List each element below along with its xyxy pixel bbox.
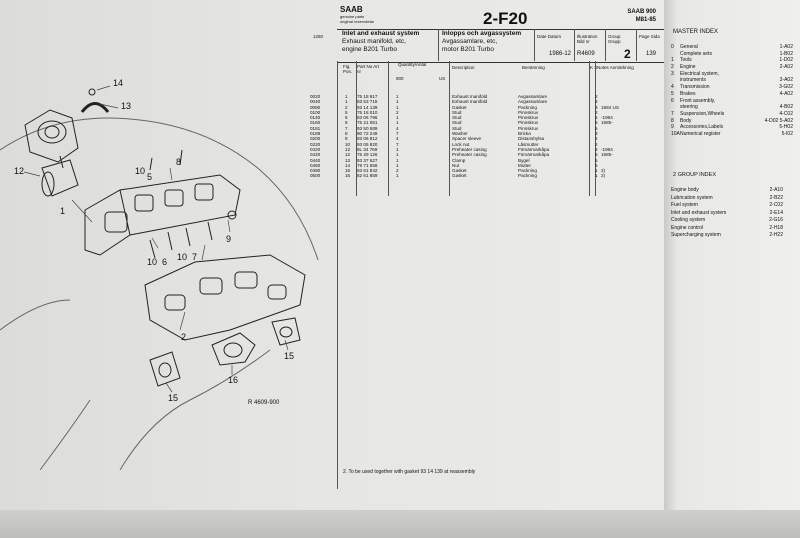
index-ref: 4-B02 bbox=[779, 104, 793, 111]
cell-pos: 13 bbox=[345, 157, 351, 163]
cell-qty: 1 bbox=[396, 146, 399, 152]
cell-sv: Packning bbox=[518, 173, 537, 179]
cell-qty: 1 bbox=[396, 94, 399, 99]
cell-qty: 2 bbox=[396, 109, 399, 115]
callout-7: 7 bbox=[192, 252, 198, 262]
cell-part: 90 72 249 bbox=[357, 131, 378, 137]
cell-part: 75 21 061 bbox=[357, 120, 378, 126]
callout-15b: 15 bbox=[168, 393, 179, 403]
cell-note: -1984 bbox=[601, 115, 613, 121]
cell-qty: 1 bbox=[396, 104, 399, 110]
cell-note: -1984 bbox=[601, 146, 613, 152]
cell-ref: 0420 bbox=[310, 152, 321, 158]
cell-sv: Pinnskruv bbox=[518, 125, 539, 131]
model-info: SAAB 900 M81-85 bbox=[627, 9, 656, 23]
cell-part: 93 53 715 bbox=[357, 99, 378, 105]
cell-ks: 2 bbox=[595, 141, 598, 147]
master-index-title: MASTER INDEX bbox=[673, 29, 719, 35]
cell-en: Stud bbox=[452, 125, 462, 131]
index-label: Transmission bbox=[680, 84, 710, 91]
index-ref: 4-D02 5-A02 bbox=[764, 117, 793, 124]
index-number: 9 bbox=[671, 124, 674, 131]
cell-ks: 5 bbox=[595, 157, 598, 163]
index-label: Front assembly, bbox=[680, 97, 716, 104]
table-row bbox=[310, 173, 617, 179]
cell-part: 93 50 589 bbox=[357, 125, 378, 131]
divider bbox=[534, 29, 535, 61]
cell-ref: 0160 bbox=[310, 120, 321, 126]
index-ref: 1-A02 bbox=[779, 44, 793, 50]
cell-qty: 1 bbox=[396, 157, 399, 163]
cell-pos: 5 bbox=[345, 109, 348, 115]
cell-en: Gasket bbox=[452, 173, 467, 179]
index-number: 5 bbox=[671, 90, 674, 97]
index-ref: 5-I02 bbox=[781, 130, 793, 137]
cell-qty: 1 bbox=[396, 120, 399, 126]
cell-qty: 2 bbox=[396, 168, 399, 174]
col-ks: K S bbox=[590, 65, 598, 70]
col-part: Part No Art nr bbox=[357, 64, 380, 74]
group-index bbox=[671, 187, 783, 240]
cell-part: 75 29 126 bbox=[357, 152, 378, 158]
index-label: Body bbox=[680, 117, 692, 124]
cell-sv: Packning bbox=[518, 168, 537, 174]
cell-ref: 0140 bbox=[310, 115, 321, 121]
index-ref: 4-C02 bbox=[779, 110, 793, 117]
group-index-item[interactable] bbox=[671, 195, 783, 203]
cell-pos: 9 bbox=[345, 136, 348, 142]
cell-en: Stud bbox=[452, 115, 462, 121]
cell-qty: 7 bbox=[396, 141, 399, 147]
cell-pos: 10 bbox=[345, 141, 351, 147]
col-fig: Fig. Pos. bbox=[343, 64, 353, 74]
cell-en: Preheater casing bbox=[452, 146, 487, 152]
cell-part: 75 18 010 bbox=[357, 109, 378, 115]
index-label: Accessories,Labels bbox=[680, 124, 724, 131]
group-index-item[interactable] bbox=[671, 202, 783, 210]
page-number: 2-F20 bbox=[483, 9, 528, 28]
cell-pos: 12 bbox=[345, 152, 351, 158]
index-label: Electrical system, bbox=[680, 70, 719, 77]
title-swedish: Inlopps och avgassystem Avgassamlare, etc, motor B201 Turbo bbox=[442, 30, 522, 53]
col-description: Description bbox=[452, 65, 475, 70]
cell-note: 1985- bbox=[601, 120, 613, 126]
cell-ref: 0100 bbox=[310, 109, 321, 115]
index-label: Brakes bbox=[680, 90, 696, 97]
illustration-ref: R 4609-900 bbox=[248, 400, 280, 406]
cell-en: Clamp bbox=[452, 157, 466, 163]
col-benamning: Benämning bbox=[522, 65, 545, 70]
illustration-label: Illustration Bild nr bbox=[577, 34, 598, 44]
cell-sv: Pinnskruv bbox=[518, 120, 539, 126]
callout-16: 16 bbox=[228, 375, 239, 385]
cell-ks: 3 bbox=[595, 99, 598, 105]
cell-part: 93 37 627 bbox=[357, 157, 378, 163]
index-number: 7 bbox=[671, 110, 674, 117]
cell-part: 79 71 658 bbox=[357, 162, 378, 168]
index-number: 10A bbox=[671, 130, 680, 137]
callout-13: 13 bbox=[121, 101, 132, 111]
index-number: 0 bbox=[671, 44, 674, 50]
index-label: Numerical register bbox=[680, 130, 721, 137]
callout-2: 2 bbox=[181, 332, 187, 342]
callout-8: 8 bbox=[176, 157, 182, 167]
cell-qty: 1 bbox=[396, 152, 399, 158]
cell-part: 93 61 842 bbox=[357, 168, 378, 174]
cell-en: Gasket bbox=[452, 168, 467, 174]
group-index-item[interactable] bbox=[671, 232, 783, 240]
index-number: 8 bbox=[671, 117, 674, 124]
callout-14: 14 bbox=[113, 78, 124, 88]
index-ref: 3-G02 bbox=[779, 84, 793, 91]
cell-en: Stud bbox=[452, 109, 462, 115]
group-label: Lubrication system bbox=[671, 194, 713, 201]
cell-part: 93 14 139 bbox=[357, 104, 378, 110]
date-value: 1986-12 bbox=[549, 51, 572, 57]
group-ref: 2-A10 bbox=[769, 187, 783, 193]
page-value: 139 bbox=[646, 51, 657, 57]
col-us: US bbox=[439, 76, 446, 81]
cell-ref: 0460 bbox=[310, 162, 321, 168]
cell-ks: 3 bbox=[595, 104, 598, 110]
index-label: General bbox=[680, 44, 698, 50]
cell-ref: 0220 bbox=[310, 141, 321, 147]
cell-pos: 8 bbox=[345, 131, 348, 137]
index-number: 1 bbox=[671, 57, 674, 64]
cell-part: 82 61 859 bbox=[357, 173, 378, 179]
callout-10b: 10 bbox=[147, 257, 158, 267]
cell-sv: Avgassamlare bbox=[518, 99, 548, 105]
cell-en: Exhaust manifold bbox=[452, 94, 488, 99]
master-index-item[interactable] bbox=[671, 131, 793, 138]
cell-en: Spacer sleeve bbox=[452, 136, 482, 142]
cell-ks: 5 bbox=[595, 115, 598, 121]
master-index-item[interactable] bbox=[671, 84, 793, 91]
callout-6: 6 bbox=[162, 257, 168, 267]
index-number: 3 bbox=[671, 70, 674, 77]
group-label: Engine control bbox=[671, 224, 703, 231]
cell-en: Gasket bbox=[452, 104, 467, 110]
master-index bbox=[671, 44, 793, 138]
cell-part: 93 06 812 bbox=[357, 136, 378, 142]
cell-ks: 8 bbox=[595, 146, 598, 152]
master-index-item[interactable] bbox=[671, 91, 793, 98]
cell-ref: 0500 bbox=[310, 173, 321, 179]
cell-ref: 0188 bbox=[310, 131, 321, 137]
parts-table bbox=[310, 94, 619, 179]
master-index-item[interactable] bbox=[671, 71, 793, 78]
group-value: 2 bbox=[624, 47, 631, 61]
group-label: Inlet and exhaust system bbox=[671, 209, 727, 216]
page-label: Page Sida bbox=[639, 34, 660, 39]
master-index-item[interactable] bbox=[671, 124, 793, 131]
master-index-item[interactable] bbox=[671, 64, 793, 71]
group-label: Group Grupp bbox=[608, 34, 621, 44]
callout-10: 10 bbox=[135, 166, 146, 176]
index-label: Complete sets bbox=[680, 50, 712, 57]
cell-sv: Förvärmarkåpa bbox=[518, 146, 550, 152]
callout-5: 5 bbox=[147, 172, 153, 182]
cell-pos: 2 bbox=[345, 104, 348, 110]
divider bbox=[636, 29, 637, 61]
cell-ref: 0200 bbox=[310, 136, 321, 142]
cell-ks: 5 bbox=[595, 162, 598, 168]
callout-1: 1 bbox=[60, 206, 66, 216]
cell-note: 2) bbox=[601, 173, 606, 179]
master-index-item[interactable] bbox=[671, 104, 793, 111]
col-notes: Notes Anmärkning bbox=[597, 65, 634, 70]
cell-ks: 2 bbox=[595, 94, 598, 99]
cell-ks: 5 bbox=[595, 125, 598, 131]
group-ref: 2-C02 bbox=[769, 202, 783, 208]
index-number: 6 bbox=[671, 97, 674, 104]
date-label: Date Datum bbox=[537, 34, 562, 39]
group-index-item[interactable] bbox=[671, 217, 783, 225]
cell-sv: Pinnskruv bbox=[518, 109, 539, 115]
group-ref: 2-E14 bbox=[769, 209, 783, 216]
index-label: steering bbox=[680, 104, 698, 111]
cell-ks: 6 bbox=[595, 152, 598, 158]
cell-sv: Pinnskruv bbox=[518, 115, 539, 121]
saab-logo: SAAB genuine parts original reservdelar bbox=[340, 5, 375, 24]
cell-pos: 16 bbox=[345, 173, 351, 179]
cell-ref: 0181 bbox=[310, 125, 321, 131]
index-ref: 5-H02 bbox=[779, 124, 793, 131]
master-index-item[interactable] bbox=[671, 77, 793, 84]
master-index-item[interactable] bbox=[671, 111, 793, 118]
group-ref: 2-B22 bbox=[769, 194, 783, 201]
cell-qty: 1 bbox=[396, 99, 399, 105]
cell-pos: 1 bbox=[345, 94, 348, 99]
index-ref: 1-D02 bbox=[779, 57, 793, 64]
cell-sv: Mutter bbox=[518, 162, 532, 168]
cell-note: 1984 US bbox=[601, 104, 619, 110]
cell-ref: 0080 bbox=[310, 104, 321, 110]
cell-sv: Låsmutter bbox=[518, 141, 539, 147]
cell-en: Washer bbox=[452, 131, 468, 137]
group-ref: 2-H18 bbox=[769, 224, 783, 231]
cell-sv: Bygel bbox=[518, 157, 530, 163]
cell-pos: 6 bbox=[345, 120, 348, 126]
cell-sv: Avgassamlare bbox=[518, 94, 548, 99]
group-index-item[interactable] bbox=[671, 225, 783, 233]
cell-qty: 1 bbox=[396, 115, 399, 121]
illustration-value: R4609 bbox=[577, 51, 595, 57]
cell-ks: 1 bbox=[595, 173, 598, 179]
cell-en: Preheater casing bbox=[452, 152, 487, 158]
callout-15a: 15 bbox=[284, 351, 295, 361]
master-index-item[interactable] bbox=[671, 118, 793, 125]
group-label: Engine body bbox=[671, 187, 699, 193]
cell-en: Lock nut bbox=[452, 141, 470, 147]
cell-ks: 1 bbox=[595, 168, 598, 174]
group-label: Supercharging system bbox=[671, 232, 721, 238]
cell-sv: Bricka bbox=[518, 131, 531, 137]
cell-ks: 2 bbox=[595, 109, 598, 115]
cell-sv: Packning bbox=[518, 104, 537, 110]
cell-en: Stud bbox=[452, 120, 462, 126]
group-ref: 2-G16 bbox=[769, 217, 783, 223]
callout-9: 9 bbox=[226, 234, 232, 244]
cell-qty: 1 bbox=[396, 173, 399, 179]
master-index-item[interactable] bbox=[671, 51, 793, 58]
cell-qty: 7 bbox=[396, 131, 399, 137]
cell-sv: Förvärmarkåpa bbox=[518, 152, 550, 158]
index-ref: 1-B02 bbox=[779, 50, 793, 57]
cell-ref: 0020 bbox=[310, 94, 321, 99]
cell-pos: 12 bbox=[345, 146, 351, 152]
index-ref: 3-A02 bbox=[779, 77, 793, 84]
cell-part: 93 06 796 bbox=[357, 115, 378, 121]
cell-ks: 3 bbox=[595, 131, 598, 137]
cell-ref: 0440 bbox=[310, 157, 321, 163]
cell-ref: 0420 bbox=[310, 146, 321, 152]
cell-pos: 7 bbox=[345, 125, 348, 131]
index-label: instruments bbox=[680, 77, 706, 84]
cell-part: 93 06 820 bbox=[357, 141, 378, 147]
index-ref: 4-A02 bbox=[779, 90, 793, 97]
cell-en: Exhaust manifold bbox=[452, 99, 488, 105]
cell-ks: 2 bbox=[595, 136, 598, 142]
index-label: Engine bbox=[680, 64, 696, 71]
index-number: 2 bbox=[671, 64, 674, 71]
cell-note: 2) bbox=[601, 168, 606, 174]
divider bbox=[438, 29, 439, 61]
callout-12: 12 bbox=[14, 166, 25, 176]
cell-note: 1985- bbox=[601, 152, 613, 158]
group-index-item[interactable] bbox=[671, 187, 783, 195]
master-index-item[interactable] bbox=[671, 44, 793, 51]
callout-10c: 10 bbox=[177, 252, 188, 262]
section-code: 1250 bbox=[313, 34, 324, 39]
master-index-item[interactable] bbox=[671, 98, 793, 105]
group-label: Cooling system bbox=[671, 217, 706, 223]
index-label: Suspension,Wheels bbox=[680, 110, 725, 117]
cell-pos: 1 bbox=[345, 99, 348, 105]
cell-ref: 0480 bbox=[310, 168, 321, 174]
group-ref: 2-H22 bbox=[769, 232, 783, 238]
cell-ref: 0040 bbox=[310, 99, 321, 105]
divider bbox=[605, 29, 606, 61]
cell-qty: 1 bbox=[396, 162, 399, 168]
cell-part: 8L 34 769 bbox=[357, 146, 378, 152]
cell-pos: 15 bbox=[345, 168, 351, 174]
title-english: Inlet and exhaust system Exhaust manifold, etc, engine B201 Turbo bbox=[342, 30, 420, 53]
cell-qty: 4 bbox=[396, 125, 399, 131]
divider bbox=[574, 29, 575, 61]
group-index-item[interactable] bbox=[671, 210, 783, 218]
group-index-title: 2 GROUP INDEX bbox=[673, 172, 716, 178]
index-label: Tools bbox=[680, 57, 692, 64]
group-label: Fuel system bbox=[671, 202, 698, 208]
master-index-item[interactable] bbox=[671, 57, 793, 64]
cell-ks: 5 bbox=[595, 120, 598, 126]
cell-en: Nut bbox=[452, 162, 460, 168]
col-900: 900 bbox=[396, 76, 404, 81]
cell-pos: 14 bbox=[345, 162, 351, 168]
footnote: 2. To be used together with gasket 93 14 139 at reassembly bbox=[343, 469, 476, 475]
index-ref: 2-A02 bbox=[779, 64, 793, 71]
index-number: 4 bbox=[671, 84, 674, 91]
col-quantity: Quantity/Antal bbox=[398, 62, 427, 67]
cell-qty: 4 bbox=[396, 136, 399, 142]
page-bottom-edge bbox=[0, 510, 800, 538]
cell-sv: Distanshylsa bbox=[518, 136, 545, 142]
cell-pos: 6 bbox=[345, 115, 348, 121]
cell-part: 75 18 917 bbox=[357, 94, 378, 99]
